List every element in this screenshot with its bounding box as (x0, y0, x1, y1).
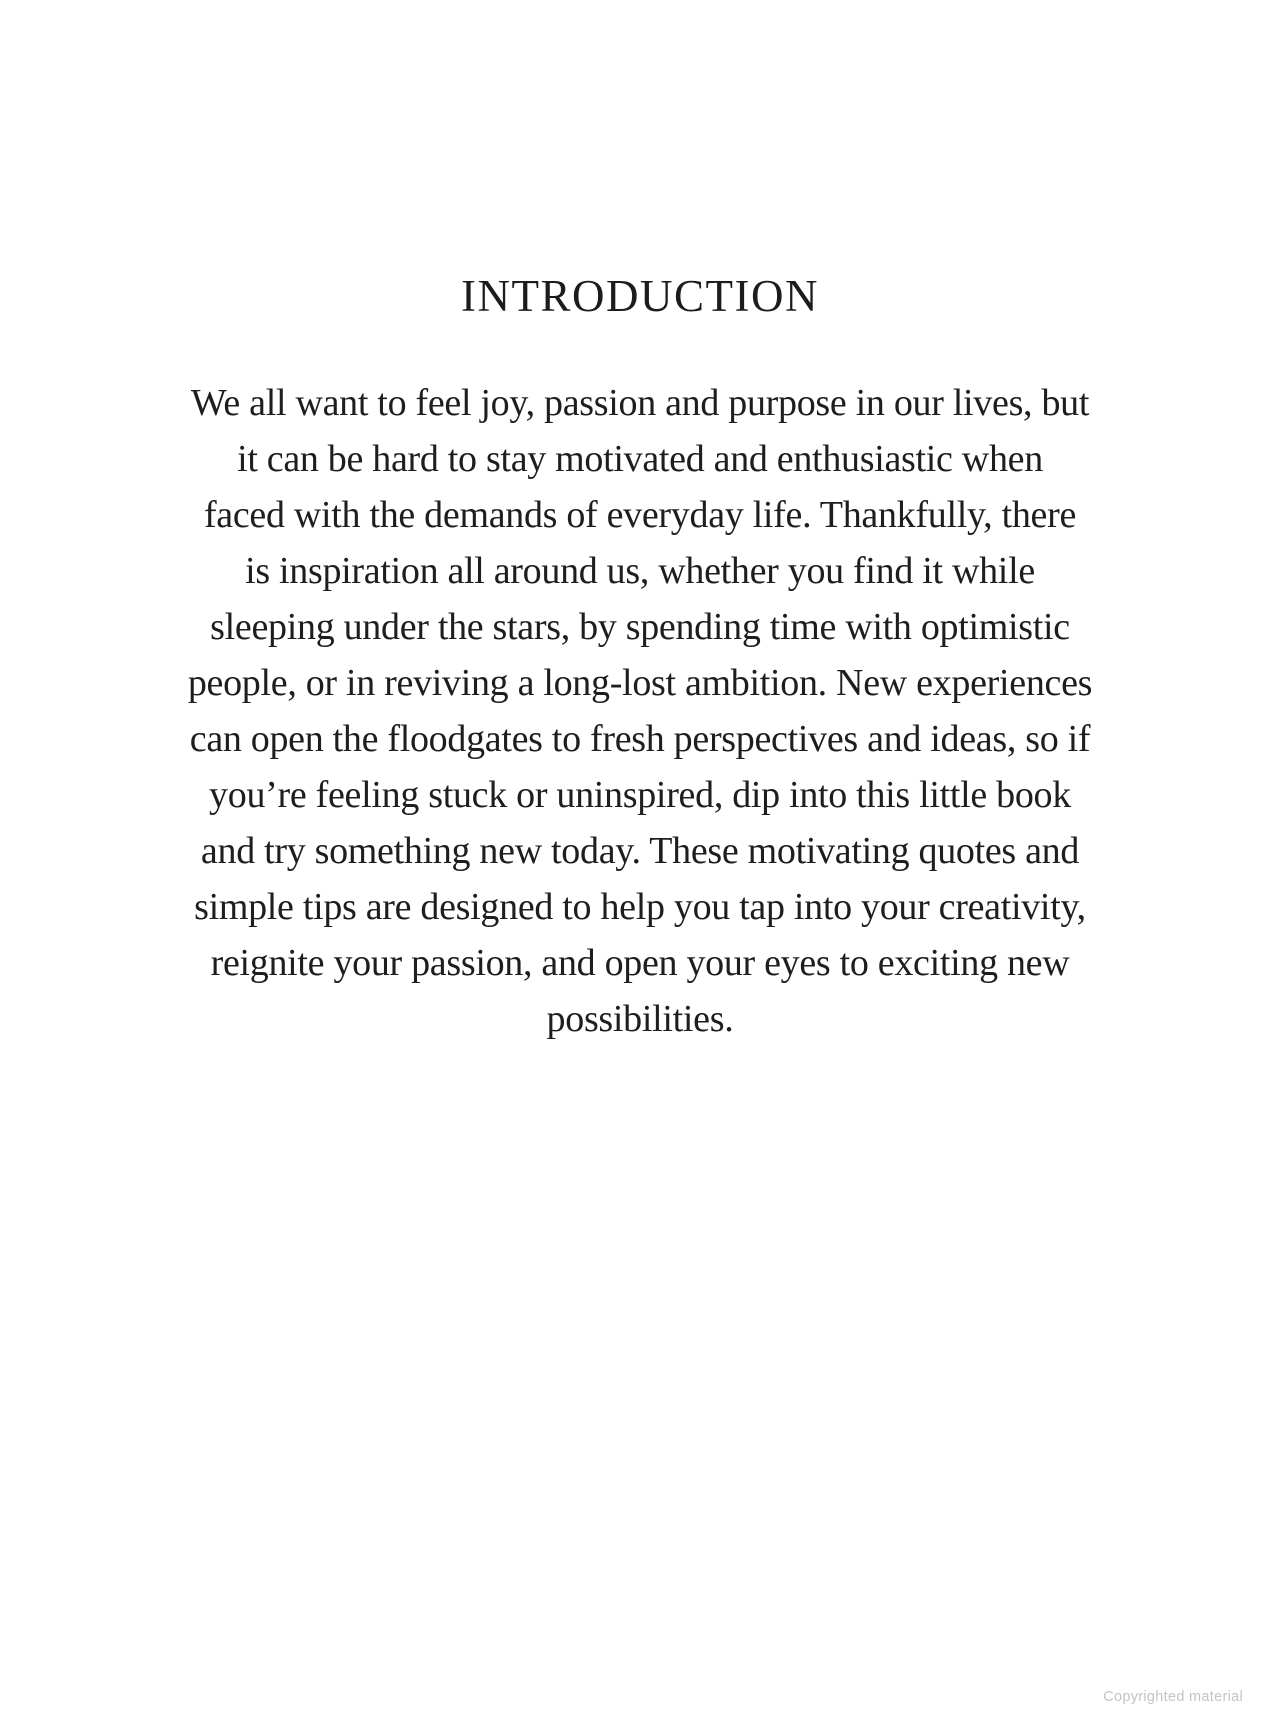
paragraph-line: sleeping under the stars, by spending time with optimistic (210, 606, 1070, 648)
page-title: INTRODUCTION (461, 271, 819, 321)
paragraph-line: simple tips are designed to help you tap into your creativity, (194, 886, 1086, 928)
paragraph-line: it can be hard to stay motivated and enthusiastic when (237, 438, 1043, 480)
copyright-watermark: Copyrighted material (1103, 1689, 1243, 1705)
paragraph-line: reignite your passion, and open your eyes to exciting new (210, 942, 1070, 984)
intro-paragraph (60, 375, 1220, 1047)
paragraph-line: faced with the demands of everyday life. Thankfully, there (203, 494, 1077, 536)
paragraph-line: is inspiration all around us, whether you find it while (245, 550, 1035, 592)
paragraph-line: people, or in reviving a long-lost ambition. New experiences (187, 662, 1093, 704)
paragraph-line: We all want to feel joy, passion and purpose in our lives, but (190, 382, 1090, 424)
paragraph-line: and try something new today. These motivating quotes and (200, 830, 1080, 872)
paragraph-line: can open the floodgates to fresh perspectives and ideas, so if (189, 718, 1091, 760)
paragraph-line: possibilities. (546, 998, 734, 1040)
paragraph-line: you’re feeling stuck or uninspired, dip into this little book (209, 774, 1071, 816)
